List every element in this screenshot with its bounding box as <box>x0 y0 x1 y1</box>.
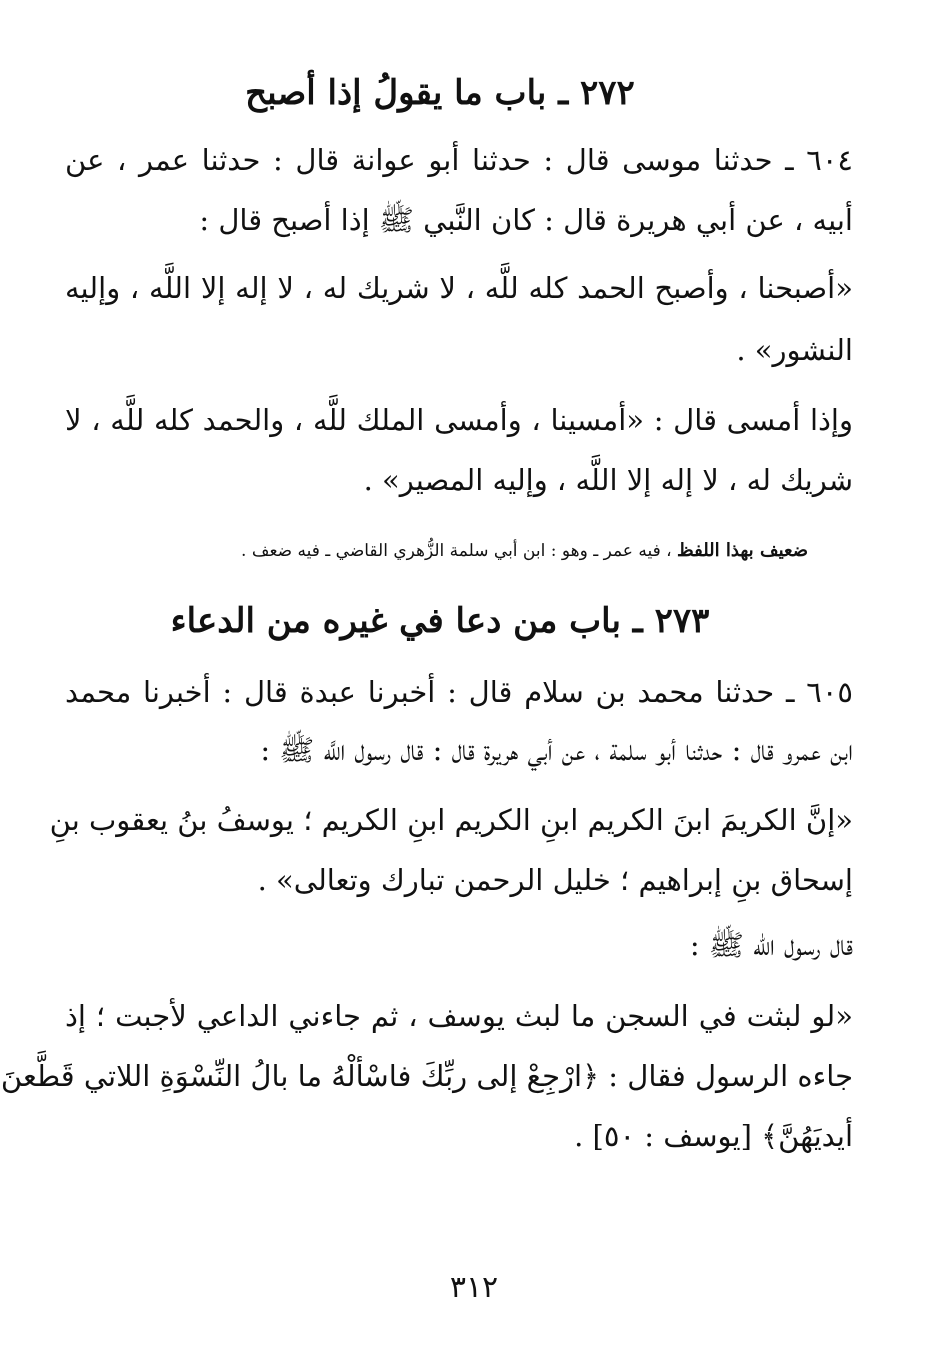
hadith-604-line-1: ٦٠٤ ـ حدثنا موسى قال : حدثنا أبو عوانة قال : حدثنا عمر ، عن <box>65 143 853 177</box>
hadith-605-line-2: ابن عمرو قال : حدثنا أبو سلمة ، عن أبي هريرة قال : قال رسول اللَّه ﷺ : <box>260 733 853 767</box>
hadith-605-line-1: ٦٠٥ ـ حدثنا محمد بن سلام قال : أخبرنا عبدة قال : أخبرنا محمد <box>65 675 853 709</box>
hadith-605-line-8: أيديَهُنَّ﴾ [يوسف : ٥٠] . <box>574 1119 853 1153</box>
hadith-604-line-3: «أصبحنا ، وأصبح الحمد كله للَّه ، لا شريك له ، لا إله إلا اللَّه ، وإليه <box>65 271 853 305</box>
hadith-604-line-5: وإذا أمسى قال : «أمسينا ، وأمسى الملك للَّه ، والحمد كله للَّه ، لا <box>65 403 853 437</box>
hadith-605-line-3: «إنَّ الكريمَ ابنَ الكريم ابنِ الكريم ابنِ الكريم ؛ يوسفُ بنُ يعقوب بنِ <box>49 803 853 837</box>
page-number: ٣١٢ <box>449 1270 499 1305</box>
hadith-604-line-4: النشور» . <box>736 333 853 367</box>
hadith-605-line-7: جاءه الرسول فقال : ﴿ارْجِعْ إلى ربِّكَ فاسْألْهُ ما بالُ النِّسْوَةِ اللاتي قَطَّعنَ <box>0 1059 853 1093</box>
hadith-605-line-4: إسحاق بنِ إبراهيم ؛ خليل الرحمن تبارك وتعالى» . <box>257 863 853 897</box>
hadith-605-line-5: قال رسول الله ﷺ : <box>689 928 853 962</box>
hadith-604-line-6: شريك له ، لا إله إلا اللَّه ، وإليه المصير» . <box>363 463 853 497</box>
grading-label: ضعيف بهذا اللفظ <box>677 540 808 561</box>
grading-note <box>110 538 808 564</box>
grading-detail: ، فيه عمر ـ وهو : ابن أبي سلمة الزُّهري القاضي ـ فيه ضعف . <box>241 541 678 561</box>
hadith-605-line-6: «لو لبثت في السجن ما لبث يوسف ، ثم جاءني الداعي لأجبت ؛ إذ <box>65 999 853 1033</box>
hadith-604-line-2: أبيه ، عن أبي هريرة قال : كان النَّبي ﷺ إذا أصبح قال : <box>199 203 853 237</box>
chapter-272-heading: ٢٧٢ ـ باب ما يقولُ إذا أصبح <box>245 73 635 113</box>
chapter-273-heading: ٢٧٣ ـ باب من دعا في غيره من الدعاء <box>170 601 710 641</box>
